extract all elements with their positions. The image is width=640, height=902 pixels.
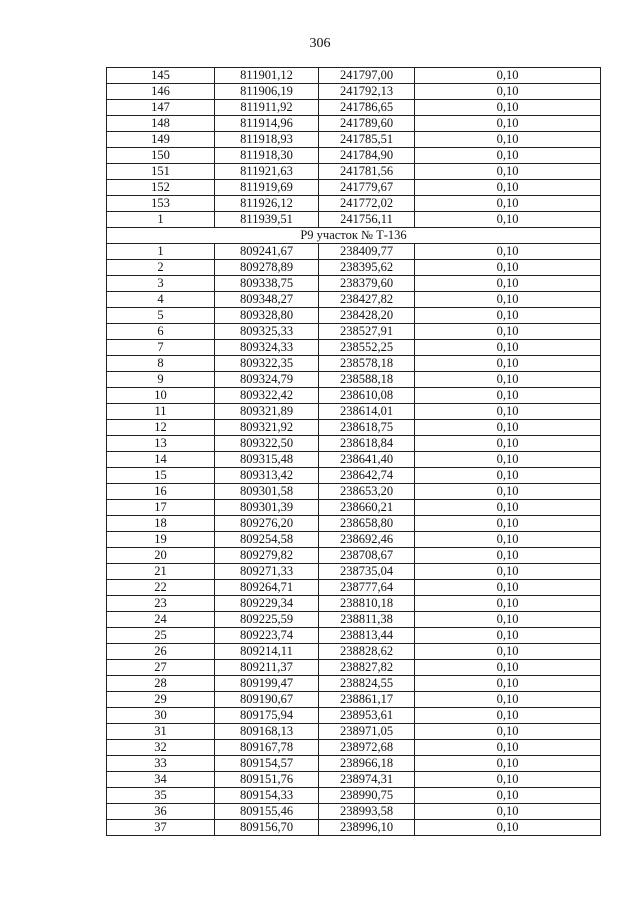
x-coordinate-cell: 809190,67 xyxy=(215,692,319,708)
x-coordinate-cell: 809155,46 xyxy=(215,804,319,820)
point-number-cell: 32 xyxy=(107,740,215,756)
y-coordinate-cell: 238708,67 xyxy=(319,548,415,564)
table-row xyxy=(107,516,601,532)
accuracy-cell: 0,10 xyxy=(415,820,601,836)
accuracy-cell: 0,10 xyxy=(415,132,601,148)
table-row xyxy=(107,724,601,740)
y-coordinate-cell: 238972,68 xyxy=(319,740,415,756)
x-coordinate-cell: 809338,75 xyxy=(215,276,319,292)
point-number-cell: 15 xyxy=(107,468,215,484)
y-coordinate-cell: 241786,65 xyxy=(319,100,415,116)
x-coordinate-cell: 811914,96 xyxy=(215,116,319,132)
x-coordinate-cell: 809313,42 xyxy=(215,468,319,484)
table-row xyxy=(107,436,601,452)
y-coordinate-cell: 238953,61 xyxy=(319,708,415,724)
accuracy-cell: 0,10 xyxy=(415,788,601,804)
y-coordinate-cell: 238427,82 xyxy=(319,292,415,308)
section-header-row xyxy=(107,228,601,244)
y-coordinate-cell: 241784,90 xyxy=(319,148,415,164)
point-number-cell: 4 xyxy=(107,292,215,308)
accuracy-cell: 0,10 xyxy=(415,292,601,308)
point-number-cell: 7 xyxy=(107,340,215,356)
accuracy-cell: 0,10 xyxy=(415,212,601,228)
table-row xyxy=(107,404,601,420)
y-coordinate-cell: 238578,18 xyxy=(319,356,415,372)
x-coordinate-cell: 809321,89 xyxy=(215,404,319,420)
table-row xyxy=(107,292,601,308)
y-coordinate-cell: 238552,25 xyxy=(319,340,415,356)
table-row xyxy=(107,132,601,148)
point-number-cell: 36 xyxy=(107,804,215,820)
y-coordinate-cell: 238588,18 xyxy=(319,372,415,388)
accuracy-cell: 0,10 xyxy=(415,372,601,388)
point-number-cell: 9 xyxy=(107,372,215,388)
point-number-cell: 147 xyxy=(107,100,215,116)
table-row xyxy=(107,68,601,84)
x-coordinate-cell: 809167,78 xyxy=(215,740,319,756)
point-number-cell: 16 xyxy=(107,484,215,500)
table-row xyxy=(107,820,601,836)
x-coordinate-cell: 809278,89 xyxy=(215,260,319,276)
accuracy-cell: 0,10 xyxy=(415,68,601,84)
table-row xyxy=(107,196,601,212)
point-number-cell: 1 xyxy=(107,212,215,228)
y-coordinate-cell: 238428,20 xyxy=(319,308,415,324)
x-coordinate-cell: 809154,57 xyxy=(215,756,319,772)
accuracy-cell: 0,10 xyxy=(415,500,601,516)
y-coordinate-cell: 238971,05 xyxy=(319,724,415,740)
y-coordinate-cell: 241792,13 xyxy=(319,84,415,100)
table-row xyxy=(107,244,601,260)
x-coordinate-cell: 809264,71 xyxy=(215,580,319,596)
x-coordinate-cell: 809301,58 xyxy=(215,484,319,500)
y-coordinate-cell: 241756,11 xyxy=(319,212,415,228)
accuracy-cell: 0,10 xyxy=(415,676,601,692)
y-coordinate-cell: 241785,51 xyxy=(319,132,415,148)
table-row xyxy=(107,660,601,676)
point-number-cell: 28 xyxy=(107,676,215,692)
table-row xyxy=(107,84,601,100)
y-coordinate-cell: 238827,82 xyxy=(319,660,415,676)
coordinates-table-body-before xyxy=(107,68,601,228)
x-coordinate-cell: 809279,82 xyxy=(215,548,319,564)
table-row xyxy=(107,324,601,340)
table-row xyxy=(107,420,601,436)
y-coordinate-cell: 238618,75 xyxy=(319,420,415,436)
y-coordinate-cell: 241797,00 xyxy=(319,68,415,84)
point-number-cell: 153 xyxy=(107,196,215,212)
point-number-cell: 22 xyxy=(107,580,215,596)
table-row xyxy=(107,788,601,804)
x-coordinate-cell: 811939,51 xyxy=(215,212,319,228)
x-coordinate-cell: 811926,12 xyxy=(215,196,319,212)
point-number-cell: 148 xyxy=(107,116,215,132)
x-coordinate-cell: 809348,27 xyxy=(215,292,319,308)
point-number-cell: 6 xyxy=(107,324,215,340)
y-coordinate-cell: 241772,02 xyxy=(319,196,415,212)
x-coordinate-cell: 809211,37 xyxy=(215,660,319,676)
point-number-cell: 18 xyxy=(107,516,215,532)
table-row xyxy=(107,100,601,116)
y-coordinate-cell: 241781,56 xyxy=(319,164,415,180)
point-number-cell: 11 xyxy=(107,404,215,420)
point-number-cell: 14 xyxy=(107,452,215,468)
x-coordinate-cell: 811918,93 xyxy=(215,132,319,148)
coordinates-table xyxy=(106,67,601,836)
table-row xyxy=(107,692,601,708)
point-number-cell: 145 xyxy=(107,68,215,84)
table-row xyxy=(107,260,601,276)
y-coordinate-cell: 238828,62 xyxy=(319,644,415,660)
accuracy-cell: 0,10 xyxy=(415,196,601,212)
y-coordinate-cell: 238996,10 xyxy=(319,820,415,836)
table-row xyxy=(107,596,601,612)
accuracy-cell: 0,10 xyxy=(415,244,601,260)
x-coordinate-cell: 811906,19 xyxy=(215,84,319,100)
table-row xyxy=(107,628,601,644)
x-coordinate-cell: 809324,79 xyxy=(215,372,319,388)
x-coordinate-cell: 809271,33 xyxy=(215,564,319,580)
table-row xyxy=(107,580,601,596)
table-row xyxy=(107,756,601,772)
y-coordinate-cell: 238777,64 xyxy=(319,580,415,596)
accuracy-cell: 0,10 xyxy=(415,100,601,116)
y-coordinate-cell: 238824,55 xyxy=(319,676,415,692)
accuracy-cell: 0,10 xyxy=(415,180,601,196)
y-coordinate-cell: 238527,91 xyxy=(319,324,415,340)
table-row xyxy=(107,484,601,500)
accuracy-cell: 0,10 xyxy=(415,116,601,132)
x-coordinate-cell: 811911,92 xyxy=(215,100,319,116)
y-coordinate-cell: 238966,18 xyxy=(319,756,415,772)
table-row xyxy=(107,708,601,724)
table-row xyxy=(107,468,601,484)
table-row xyxy=(107,180,601,196)
point-number-cell: 146 xyxy=(107,84,215,100)
accuracy-cell: 0,10 xyxy=(415,388,601,404)
y-coordinate-cell: 238653,20 xyxy=(319,484,415,500)
y-coordinate-cell: 238409,77 xyxy=(319,244,415,260)
table-row xyxy=(107,452,601,468)
point-number-cell: 151 xyxy=(107,164,215,180)
y-coordinate-cell: 238641,40 xyxy=(319,452,415,468)
x-coordinate-cell: 809322,35 xyxy=(215,356,319,372)
point-number-cell: 21 xyxy=(107,564,215,580)
x-coordinate-cell: 809223,74 xyxy=(215,628,319,644)
point-number-cell: 26 xyxy=(107,644,215,660)
accuracy-cell: 0,10 xyxy=(415,164,601,180)
y-coordinate-cell: 238618,84 xyxy=(319,436,415,452)
point-number-cell: 37 xyxy=(107,820,215,836)
point-number-cell: 34 xyxy=(107,772,215,788)
accuracy-cell: 0,10 xyxy=(415,564,601,580)
accuracy-cell: 0,10 xyxy=(415,356,601,372)
accuracy-cell: 0,10 xyxy=(415,708,601,724)
table-row xyxy=(107,116,601,132)
accuracy-cell: 0,10 xyxy=(415,548,601,564)
x-coordinate-cell: 809214,11 xyxy=(215,644,319,660)
x-coordinate-cell: 809322,42 xyxy=(215,388,319,404)
point-number-cell: 17 xyxy=(107,500,215,516)
point-number-cell: 152 xyxy=(107,180,215,196)
x-coordinate-cell: 809322,50 xyxy=(215,436,319,452)
y-coordinate-cell: 238974,31 xyxy=(319,772,415,788)
x-coordinate-cell: 811918,30 xyxy=(215,148,319,164)
x-coordinate-cell: 809276,20 xyxy=(215,516,319,532)
point-number-cell: 33 xyxy=(107,756,215,772)
y-coordinate-cell: 238813,44 xyxy=(319,628,415,644)
table-row xyxy=(107,532,601,548)
y-coordinate-cell: 238614,01 xyxy=(319,404,415,420)
accuracy-cell: 0,10 xyxy=(415,756,601,772)
accuracy-cell: 0,10 xyxy=(415,276,601,292)
accuracy-cell: 0,10 xyxy=(415,772,601,788)
table-row xyxy=(107,308,601,324)
point-number-cell: 149 xyxy=(107,132,215,148)
table-row xyxy=(107,388,601,404)
accuracy-cell: 0,10 xyxy=(415,692,601,708)
table-row xyxy=(107,772,601,788)
table-row xyxy=(107,276,601,292)
point-number-cell: 12 xyxy=(107,420,215,436)
point-number-cell: 30 xyxy=(107,708,215,724)
accuracy-cell: 0,10 xyxy=(415,452,601,468)
section-header-body xyxy=(107,228,601,244)
point-number-cell: 5 xyxy=(107,308,215,324)
table-row xyxy=(107,164,601,180)
x-coordinate-cell: 809154,33 xyxy=(215,788,319,804)
x-coordinate-cell: 809328,80 xyxy=(215,308,319,324)
x-coordinate-cell: 809151,76 xyxy=(215,772,319,788)
y-coordinate-cell: 238395,62 xyxy=(319,260,415,276)
accuracy-cell: 0,10 xyxy=(415,420,601,436)
table-row xyxy=(107,548,601,564)
accuracy-cell: 0,10 xyxy=(415,660,601,676)
table-row xyxy=(107,564,601,580)
point-number-cell: 3 xyxy=(107,276,215,292)
point-number-cell: 8 xyxy=(107,356,215,372)
x-coordinate-cell: 811921,63 xyxy=(215,164,319,180)
point-number-cell: 35 xyxy=(107,788,215,804)
point-number-cell: 31 xyxy=(107,724,215,740)
x-coordinate-cell: 809315,48 xyxy=(215,452,319,468)
section-title: Р9 участок № Т-136 xyxy=(107,228,601,244)
accuracy-cell: 0,10 xyxy=(415,612,601,628)
x-coordinate-cell: 809168,13 xyxy=(215,724,319,740)
point-number-cell: 1 xyxy=(107,244,215,260)
table-row xyxy=(107,740,601,756)
x-coordinate-cell: 809321,92 xyxy=(215,420,319,436)
y-coordinate-cell: 241789,60 xyxy=(319,116,415,132)
accuracy-cell: 0,10 xyxy=(415,324,601,340)
point-number-cell: 20 xyxy=(107,548,215,564)
x-coordinate-cell: 809324,33 xyxy=(215,340,319,356)
y-coordinate-cell: 238811,38 xyxy=(319,612,415,628)
accuracy-cell: 0,10 xyxy=(415,628,601,644)
x-coordinate-cell: 809229,34 xyxy=(215,596,319,612)
y-coordinate-cell: 241779,67 xyxy=(319,180,415,196)
accuracy-cell: 0,10 xyxy=(415,516,601,532)
y-coordinate-cell: 238660,21 xyxy=(319,500,415,516)
y-coordinate-cell: 238692,46 xyxy=(319,532,415,548)
table-row xyxy=(107,148,601,164)
x-coordinate-cell: 809241,67 xyxy=(215,244,319,260)
accuracy-cell: 0,10 xyxy=(415,532,601,548)
table-row xyxy=(107,372,601,388)
x-coordinate-cell: 809199,47 xyxy=(215,676,319,692)
table-row xyxy=(107,804,601,820)
x-coordinate-cell: 809325,33 xyxy=(215,324,319,340)
y-coordinate-cell: 238735,04 xyxy=(319,564,415,580)
y-coordinate-cell: 238861,17 xyxy=(319,692,415,708)
x-coordinate-cell: 809301,39 xyxy=(215,500,319,516)
y-coordinate-cell: 238993,58 xyxy=(319,804,415,820)
table-row xyxy=(107,676,601,692)
point-number-cell: 25 xyxy=(107,628,215,644)
y-coordinate-cell: 238642,74 xyxy=(319,468,415,484)
y-coordinate-cell: 238379,60 xyxy=(319,276,415,292)
table-row xyxy=(107,644,601,660)
x-coordinate-cell: 811901,12 xyxy=(215,68,319,84)
accuracy-cell: 0,10 xyxy=(415,580,601,596)
y-coordinate-cell: 238610,08 xyxy=(319,388,415,404)
point-number-cell: 150 xyxy=(107,148,215,164)
table-row xyxy=(107,212,601,228)
coordinates-table-body-after xyxy=(107,244,601,836)
accuracy-cell: 0,10 xyxy=(415,484,601,500)
accuracy-cell: 0,10 xyxy=(415,404,601,420)
table-row xyxy=(107,612,601,628)
point-number-cell: 13 xyxy=(107,436,215,452)
accuracy-cell: 0,10 xyxy=(415,468,601,484)
point-number-cell: 2 xyxy=(107,260,215,276)
accuracy-cell: 0,10 xyxy=(415,340,601,356)
point-number-cell: 10 xyxy=(107,388,215,404)
table-row xyxy=(107,500,601,516)
point-number-cell: 19 xyxy=(107,532,215,548)
accuracy-cell: 0,10 xyxy=(415,740,601,756)
accuracy-cell: 0,10 xyxy=(415,724,601,740)
accuracy-cell: 0,10 xyxy=(415,308,601,324)
page-number: 306 xyxy=(309,36,331,51)
accuracy-cell: 0,10 xyxy=(415,260,601,276)
x-coordinate-cell: 809254,58 xyxy=(215,532,319,548)
y-coordinate-cell: 238810,18 xyxy=(319,596,415,612)
point-number-cell: 23 xyxy=(107,596,215,612)
point-number-cell: 29 xyxy=(107,692,215,708)
accuracy-cell: 0,10 xyxy=(415,804,601,820)
point-number-cell: 24 xyxy=(107,612,215,628)
x-coordinate-cell: 809175,94 xyxy=(215,708,319,724)
x-coordinate-cell: 811919,69 xyxy=(215,180,319,196)
x-coordinate-cell: 809156,70 xyxy=(215,820,319,836)
y-coordinate-cell: 238990,75 xyxy=(319,788,415,804)
table-row xyxy=(107,340,601,356)
accuracy-cell: 0,10 xyxy=(415,644,601,660)
x-coordinate-cell: 809225,59 xyxy=(215,612,319,628)
accuracy-cell: 0,10 xyxy=(415,84,601,100)
accuracy-cell: 0,10 xyxy=(415,148,601,164)
y-coordinate-cell: 238658,80 xyxy=(319,516,415,532)
point-number-cell: 27 xyxy=(107,660,215,676)
table-row xyxy=(107,356,601,372)
accuracy-cell: 0,10 xyxy=(415,436,601,452)
accuracy-cell: 0,10 xyxy=(415,596,601,612)
